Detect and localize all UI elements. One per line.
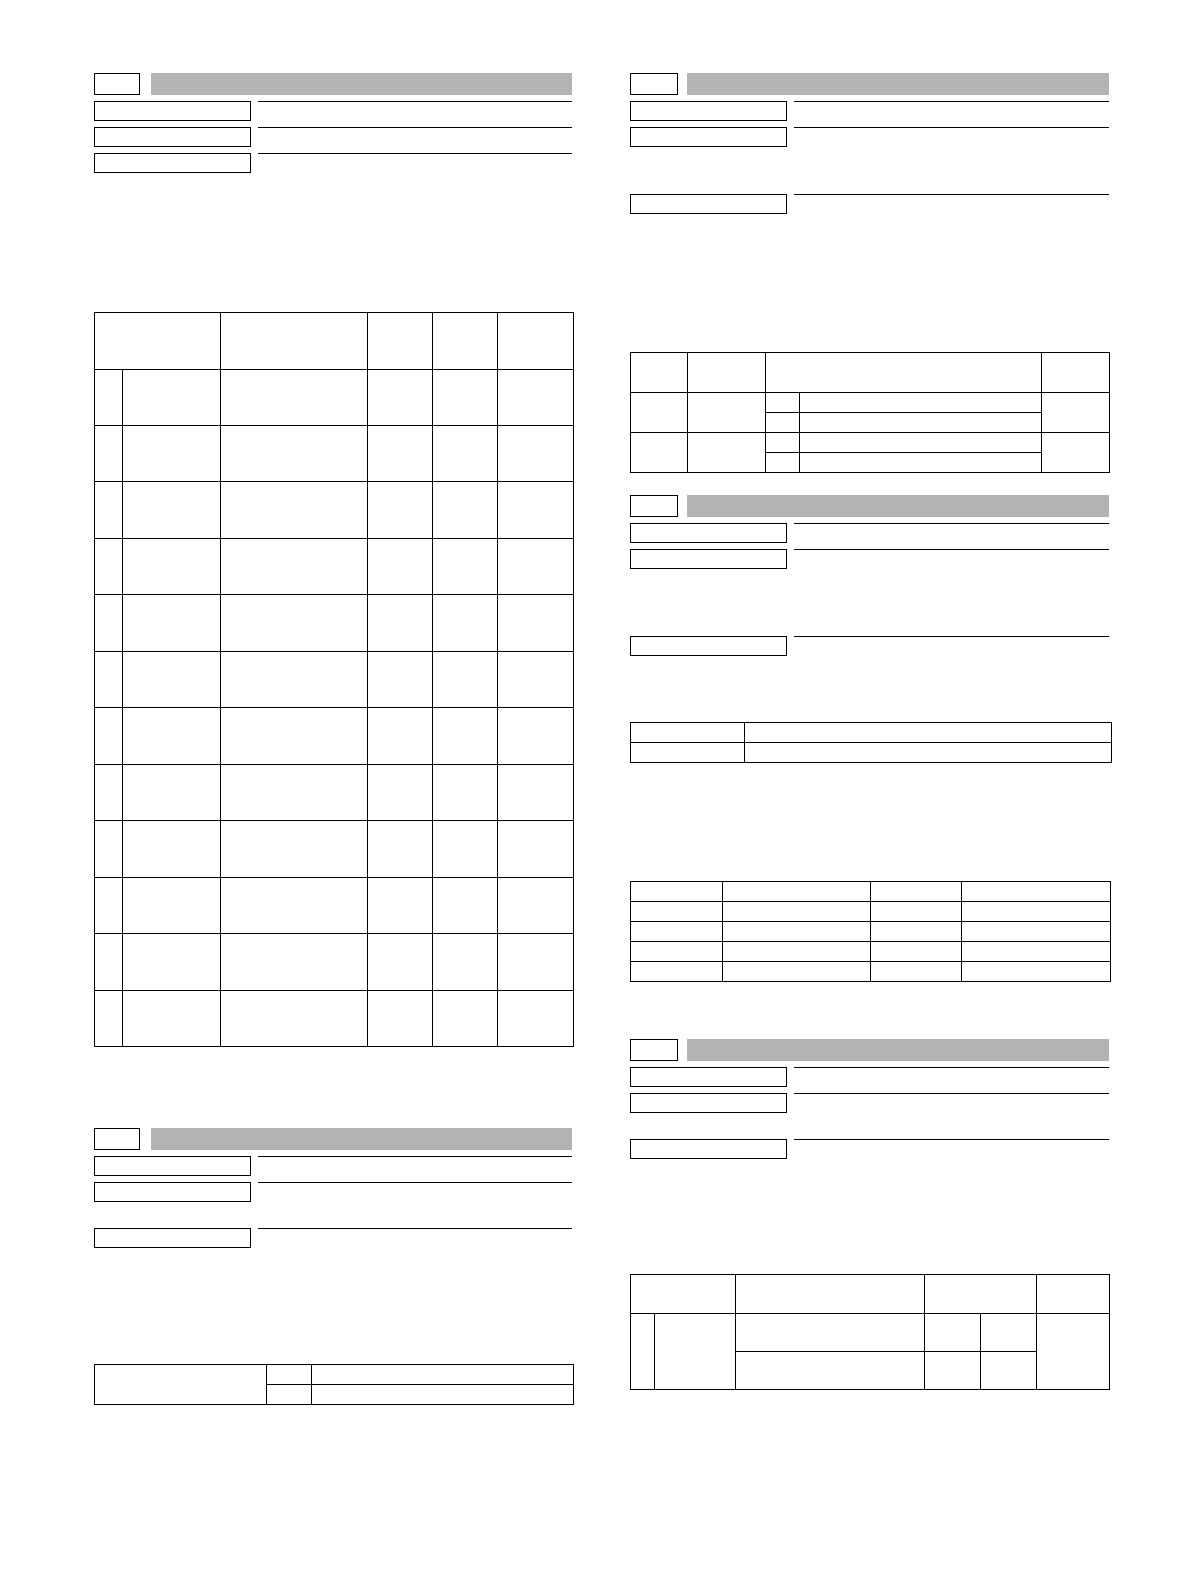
table-row (95, 482, 574, 539)
section-5-rule-3 (794, 1139, 1109, 1140)
section-2-table (94, 1364, 574, 1405)
section-5-rule-2 (794, 1093, 1109, 1094)
section-1-label-1 (94, 101, 251, 121)
section-5-title-bar (687, 1039, 1109, 1061)
section-4-table-a (630, 722, 1112, 763)
section-1-label-2 (94, 127, 251, 147)
table-row (631, 922, 1111, 942)
table-row (95, 539, 574, 595)
table-header-row (631, 882, 1111, 902)
section-1-rule-2 (258, 127, 572, 128)
table-row (95, 821, 574, 878)
table-row (631, 902, 1111, 922)
table-row (95, 652, 574, 708)
section-2-label-1 (94, 1156, 251, 1176)
section-3-rule-2 (794, 127, 1109, 128)
section-5-table (630, 1274, 1110, 1390)
table-row (95, 765, 574, 821)
section-4-title-bar (687, 495, 1109, 517)
section-1-table (94, 312, 574, 1047)
table-header-row (95, 313, 574, 370)
section-1-rule-3 (258, 153, 572, 154)
section-3-label-3 (630, 194, 787, 214)
section-3-label-2 (630, 127, 787, 147)
table-row (631, 723, 1112, 743)
table-row (95, 426, 574, 482)
table-row (631, 433, 1110, 453)
table-row (631, 393, 1110, 413)
section-1-label-3 (94, 153, 251, 173)
section-5-label-2 (630, 1093, 787, 1113)
section-1-rule-1 (258, 101, 572, 102)
section-4-rule-3 (794, 636, 1109, 637)
section-4-rule-1 (794, 523, 1109, 524)
table-row (95, 708, 574, 765)
section-1-code-box (94, 73, 140, 95)
table-row (631, 942, 1111, 962)
section-2-rule-3 (258, 1228, 572, 1229)
section-5-code-box (630, 1039, 678, 1061)
section-3-label-1 (630, 101, 787, 121)
section-2-title-bar (151, 1128, 572, 1150)
section-2-label-2 (94, 1182, 251, 1202)
section-5-label-1 (630, 1067, 787, 1087)
section-3-table (630, 352, 1110, 473)
table-row (95, 370, 574, 426)
table-row (631, 1314, 1110, 1352)
table-row (95, 934, 574, 991)
section-4-code-box (630, 495, 678, 517)
section-2-label-3 (94, 1228, 251, 1248)
section-4-rule-2 (794, 549, 1109, 550)
table-row (631, 962, 1111, 982)
table-row (95, 1365, 574, 1385)
section-5-rule-1 (794, 1067, 1109, 1068)
section-3-code-box (630, 73, 678, 95)
table-header-row (631, 353, 1110, 393)
section-2-code-box (94, 1128, 140, 1150)
section-3-rule-1 (794, 101, 1109, 102)
section-4-table-b (630, 881, 1111, 982)
section-2-rule-2 (258, 1182, 572, 1183)
section-1-title-bar (151, 73, 572, 95)
table-row (631, 743, 1112, 763)
table-header-row (631, 1275, 1110, 1314)
section-3-title-bar (687, 73, 1109, 95)
section-4-label-3 (630, 636, 787, 656)
table-row (95, 878, 574, 934)
table-row (95, 991, 574, 1047)
section-5-label-3 (630, 1139, 787, 1159)
table-row (95, 595, 574, 652)
section-4-label-1 (630, 523, 787, 543)
section-3-rule-3 (794, 194, 1109, 195)
section-2-rule-1 (258, 1156, 572, 1157)
section-4-label-2 (630, 549, 787, 569)
